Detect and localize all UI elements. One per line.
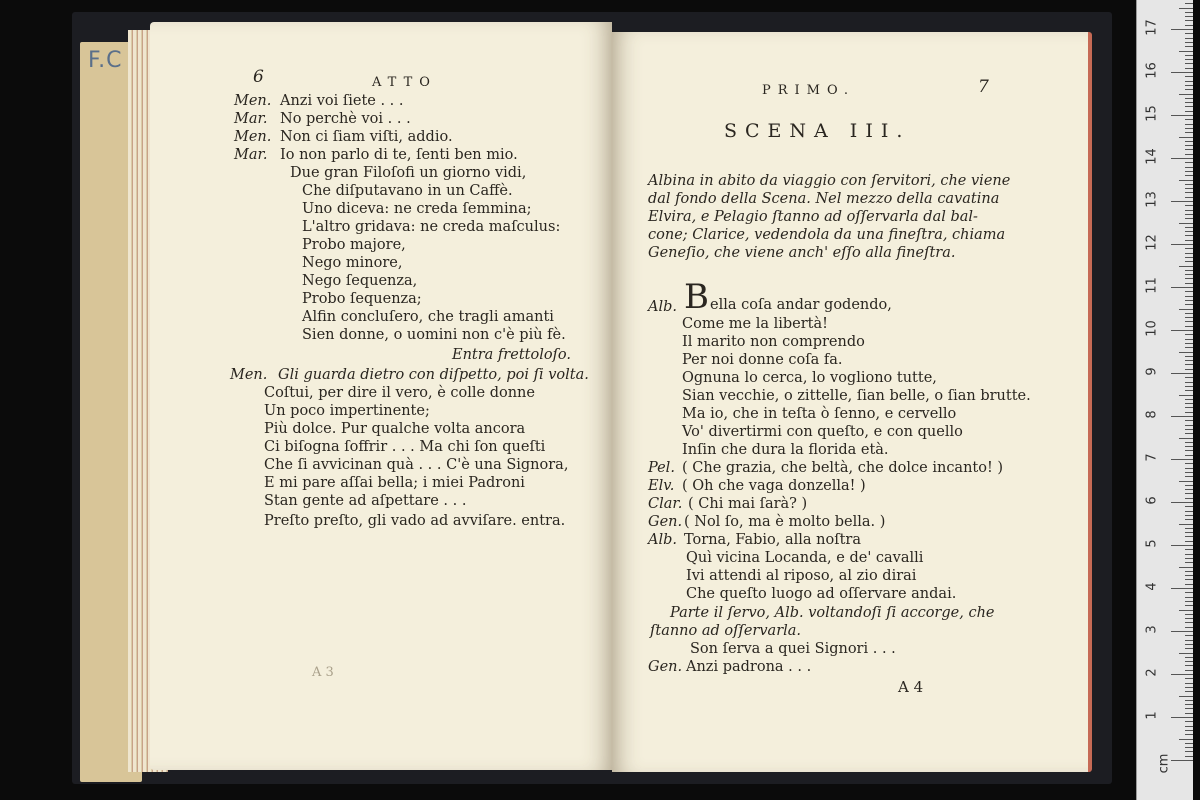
verse-line: Anzi padrona . . . — [686, 659, 812, 675]
ruler-minor-tick — [1185, 162, 1193, 163]
stage-direction: Elvira, e Pelagio ſtanno ad oſſervarla dal bal- — [648, 209, 978, 225]
ruler-tick — [1171, 588, 1193, 589]
ruler-minor-tick — [1179, 653, 1193, 654]
ruler-minor-tick — [1185, 240, 1193, 241]
ruler-minor-tick — [1185, 407, 1193, 408]
verse-line: Nego ſequenza, — [302, 273, 418, 289]
ruler-minor-tick — [1179, 696, 1193, 697]
ruler-minor-tick — [1185, 485, 1193, 486]
ruler-label: 8 — [1144, 410, 1160, 419]
ruler-minor-tick — [1185, 167, 1193, 168]
ruler-minor-tick — [1185, 412, 1193, 413]
ruler-minor-tick — [1185, 579, 1193, 580]
verse-line: Come me la libertà! — [682, 316, 828, 332]
ruler-minor-tick — [1185, 42, 1193, 43]
ruler-minor-tick — [1185, 360, 1193, 361]
ruler-minor-tick — [1185, 425, 1193, 426]
speaker: Pel. — [648, 460, 675, 476]
ruler-minor-tick — [1185, 218, 1193, 219]
ruler-minor-tick — [1185, 20, 1193, 21]
verse-line: Non ci ſiam viſti, addio. — [280, 129, 453, 145]
speaker: Elv. — [648, 478, 675, 494]
ruler-minor-tick — [1185, 511, 1193, 512]
verse-line: Quì vicina Locanda, e de' cavalli — [686, 550, 924, 566]
verse-line: ( Nol ſo, ma è molto bella. ) — [684, 514, 886, 530]
ruler-tick — [1171, 502, 1193, 503]
ruler-minor-tick — [1185, 270, 1193, 271]
ruler-tick — [1171, 201, 1193, 202]
ruler-minor-tick — [1179, 352, 1193, 353]
ruler-minor-tick — [1185, 670, 1193, 671]
ruler-minor-tick — [1185, 291, 1193, 292]
ruler-minor-tick — [1185, 704, 1193, 705]
ruler-label: 1 — [1144, 711, 1160, 720]
ruler-minor-tick — [1185, 575, 1193, 576]
ruler-minor-tick — [1185, 248, 1193, 249]
ruler-minor-tick — [1185, 468, 1193, 469]
ruler-minor-tick — [1185, 205, 1193, 206]
ruler-minor-tick — [1185, 278, 1193, 279]
ruler-minor-tick — [1179, 481, 1193, 482]
ruler-minor-tick — [1185, 756, 1193, 757]
ruler-minor-tick — [1185, 300, 1193, 301]
ruler-minor-tick — [1185, 558, 1193, 559]
ruler-minor-tick — [1185, 515, 1193, 516]
ruler-label: 9 — [1144, 367, 1160, 376]
stage-direction: dal fondo della Scena. Nel mezzo della cavatina — [648, 191, 1000, 207]
ruler-minor-tick — [1185, 665, 1193, 666]
left-page-number: 6 — [253, 67, 264, 87]
measuring-ruler — [1136, 0, 1193, 800]
verse-line: Sien donne, o uomini non c'è più fè. — [302, 327, 566, 343]
ruler-minor-tick — [1185, 304, 1193, 305]
verse-line: Che diſputavano in un Caffè. — [302, 183, 513, 199]
ruler-minor-tick — [1179, 8, 1193, 9]
right-page — [612, 32, 1092, 772]
ruler-minor-tick — [1185, 648, 1193, 649]
ruler-minor-tick — [1185, 377, 1193, 378]
ruler-minor-tick — [1179, 309, 1193, 310]
ruler-minor-tick — [1185, 493, 1193, 494]
ruler-minor-tick — [1185, 175, 1193, 176]
ruler-minor-tick — [1185, 687, 1193, 688]
verse-line: Alfin concluſero, che tragli amanti — [302, 309, 554, 325]
verse-line: Ognuna lo cerca, lo vogliono tutte, — [682, 370, 937, 386]
verse-line: Probo ſequenza; — [302, 291, 422, 307]
ruler-minor-tick — [1185, 369, 1193, 370]
right-page-number: 7 — [978, 77, 989, 97]
ruler-minor-tick — [1185, 661, 1193, 662]
ruler-minor-tick — [1185, 713, 1193, 714]
ruler-minor-tick — [1185, 227, 1193, 228]
ruler-minor-tick — [1179, 739, 1193, 740]
ruler-minor-tick — [1185, 734, 1193, 735]
ruler-minor-tick — [1185, 356, 1193, 357]
ruler-minor-tick — [1185, 472, 1193, 473]
verse-line: Due gran Filoſofi un giorno vidi, — [290, 165, 527, 181]
ruler-tick — [1171, 72, 1193, 73]
speaker: Gen. — [648, 659, 683, 675]
stage-direction: ſtanno ad oſſervarla. — [650, 623, 802, 639]
ruler-minor-tick — [1185, 450, 1193, 451]
ruler-minor-tick — [1185, 592, 1193, 593]
ruler-minor-tick — [1185, 132, 1193, 133]
ruler-minor-tick — [1185, 403, 1193, 404]
ruler-minor-tick — [1185, 63, 1193, 64]
ruler-label: 16 — [1144, 62, 1160, 79]
ruler-minor-tick — [1185, 347, 1193, 348]
ruler-tick — [1171, 29, 1193, 30]
ruler-minor-tick — [1185, 390, 1193, 391]
ruler-minor-tick — [1179, 524, 1193, 525]
ruler-minor-tick — [1185, 253, 1193, 254]
verse-line: Il marito non comprendo — [682, 334, 865, 350]
ruler-minor-tick — [1185, 751, 1193, 752]
ruler-minor-tick — [1185, 730, 1193, 731]
verse-line: ( Oh che vaga donzella! ) — [682, 478, 866, 494]
ruler-minor-tick — [1185, 81, 1193, 82]
ruler-minor-tick — [1185, 657, 1193, 658]
ruler-minor-tick — [1185, 489, 1193, 490]
ruler-minor-tick — [1185, 317, 1193, 318]
ruler-minor-tick — [1185, 683, 1193, 684]
ruler-minor-tick — [1185, 171, 1193, 172]
verse-line: Ci biſogna ſoffrir . . . Ma chi ſon queſti — [264, 439, 546, 455]
ruler-minor-tick — [1185, 463, 1193, 464]
speaker: Men. — [234, 129, 272, 145]
ruler-minor-tick — [1185, 76, 1193, 77]
ruler-minor-tick — [1185, 59, 1193, 60]
ruler-minor-tick — [1185, 313, 1193, 314]
ruler-minor-tick — [1185, 605, 1193, 606]
ruler-minor-tick — [1185, 25, 1193, 26]
ruler-tick — [1171, 244, 1193, 245]
verse-line: Nego minore, — [302, 255, 403, 271]
speaker: Clar. — [648, 496, 683, 512]
ruler-tick — [1171, 760, 1193, 761]
ruler-minor-tick — [1185, 274, 1193, 275]
ruler-minor-tick — [1185, 743, 1193, 744]
ruler-minor-tick — [1179, 137, 1193, 138]
ruler-minor-tick — [1185, 614, 1193, 615]
left-footer-signature: A 3 — [312, 665, 334, 680]
stage-direction: Geneſio, che viene anch' eſſo alla fineſtra. — [648, 245, 956, 261]
stage-direction: Albina in abito da viaggio con ſervitori, che viene — [648, 173, 1011, 189]
verse-line: Ivi attendi al riposo, al zio dirai — [686, 568, 917, 584]
ruler-tick — [1171, 545, 1193, 546]
ruler-minor-tick — [1185, 192, 1193, 193]
ruler-minor-tick — [1185, 571, 1193, 572]
verse-line: Più dolce. Pur qualche volta ancora — [264, 421, 526, 437]
ruler-label: 11 — [1144, 277, 1160, 294]
ruler-label: 5 — [1144, 539, 1160, 548]
ruler-minor-tick — [1185, 214, 1193, 215]
verse-line: Probo majore, — [302, 237, 406, 253]
ruler-minor-tick — [1185, 106, 1193, 107]
ruler-minor-tick — [1185, 597, 1193, 598]
speaker: Gen. — [648, 514, 683, 530]
ruler-minor-tick — [1179, 51, 1193, 52]
ruler-minor-tick — [1185, 98, 1193, 99]
ruler-minor-tick — [1185, 700, 1193, 701]
ruler-label: 15 — [1144, 105, 1160, 122]
ruler-minor-tick — [1185, 601, 1193, 602]
ruler-minor-tick — [1185, 55, 1193, 56]
ruler-minor-tick — [1185, 726, 1193, 727]
ruler-minor-tick — [1185, 128, 1193, 129]
speaker: Alb. — [648, 532, 677, 548]
verse-line: Uno diceva: ne creda ſemmina; — [302, 201, 532, 217]
ruler-tick — [1171, 416, 1193, 417]
ruler-minor-tick — [1185, 145, 1193, 146]
ruler-minor-tick — [1185, 420, 1193, 421]
ruler-minor-tick — [1185, 536, 1193, 537]
ruler-minor-tick — [1179, 223, 1193, 224]
ruler-minor-tick — [1185, 326, 1193, 327]
verse-line: Anzi voi ſiete . . . — [280, 93, 404, 109]
ruler-tick — [1171, 674, 1193, 675]
ruler-label: 14 — [1144, 148, 1160, 165]
verse-line: ( Che grazia, che beltà, che dolce incanto! ) — [682, 460, 1004, 476]
right-running-head: PRIMO. — [762, 83, 856, 98]
ruler-label: 13 — [1144, 191, 1160, 208]
ruler-tick — [1171, 158, 1193, 159]
ruler-minor-tick — [1185, 506, 1193, 507]
verse-line: E mi pare aſſai bella; i miei Padroni — [264, 475, 525, 491]
ruler-minor-tick — [1179, 180, 1193, 181]
ruler-tick — [1171, 287, 1193, 288]
ruler-minor-tick — [1185, 678, 1193, 679]
ruler-minor-tick — [1185, 3, 1193, 4]
ruler-minor-tick — [1185, 627, 1193, 628]
ruler-minor-tick — [1185, 188, 1193, 189]
ruler-minor-tick — [1185, 618, 1193, 619]
ruler-minor-tick — [1185, 16, 1193, 17]
ruler-minor-tick — [1185, 33, 1193, 34]
ruler-minor-tick — [1185, 149, 1193, 150]
ruler-minor-tick — [1185, 635, 1193, 636]
stage-direction: cone; Clarice, vedendola da una fineſtra, chiama — [648, 227, 1006, 243]
ruler-minor-tick — [1185, 562, 1193, 563]
ruler-minor-tick — [1185, 364, 1193, 365]
ruler-minor-tick — [1185, 119, 1193, 120]
verse-line: Che ſi avvicinan quà . . . C'è una Signora, — [264, 457, 569, 473]
stage-direction: Gli guarda dietro con diſpetto, poi ſi volta. — [278, 367, 589, 383]
ruler-unit: cm — [1156, 753, 1172, 774]
ruler-tick — [1171, 330, 1193, 331]
ruler-minor-tick — [1185, 532, 1193, 533]
ruler-minor-tick — [1179, 567, 1193, 568]
ruler-label: 2 — [1144, 668, 1160, 677]
ruler-minor-tick — [1185, 382, 1193, 383]
speaker: Alb. — [648, 299, 677, 315]
ruler-tick — [1171, 459, 1193, 460]
ruler-minor-tick — [1185, 257, 1193, 258]
ruler-minor-tick — [1185, 442, 1193, 443]
ruler-minor-tick — [1185, 386, 1193, 387]
verse-line: Torna, Fabio, alla noſtra — [684, 532, 862, 548]
ruler-label: 3 — [1144, 625, 1160, 634]
ruler-minor-tick — [1185, 446, 1193, 447]
ruler-minor-tick — [1185, 102, 1193, 103]
speaker: Mar. — [234, 147, 268, 163]
ruler-minor-tick — [1185, 433, 1193, 434]
ruler-minor-tick — [1179, 94, 1193, 95]
verse-line: Son ſerva a quei Signori . . . — [690, 641, 896, 657]
ruler-minor-tick — [1185, 708, 1193, 709]
speaker: Mar. — [234, 111, 268, 127]
ruler-minor-tick — [1185, 584, 1193, 585]
ruler-minor-tick — [1185, 691, 1193, 692]
ruler-minor-tick — [1185, 46, 1193, 47]
ruler-tick — [1171, 115, 1193, 116]
right-footer-signature: A 4 — [898, 678, 924, 696]
ruler-minor-tick — [1185, 12, 1193, 13]
verse-line: Ma io, che in teſta ò ſenno, e cervello — [682, 406, 957, 422]
verse-line: Preſto preſto, gli vado ad avviſare. entra. — [264, 513, 566, 529]
ruler-minor-tick — [1179, 438, 1193, 439]
ruler-minor-tick — [1185, 455, 1193, 456]
speaker: Men. — [234, 93, 272, 109]
ruler-minor-tick — [1185, 38, 1193, 39]
ruler-minor-tick — [1185, 519, 1193, 520]
ruler-minor-tick — [1185, 622, 1193, 623]
verse-line: Vo' divertirmi con queſto, e con quello — [682, 424, 963, 440]
verse-line: L'altro gridava: ne creda maſculus: — [302, 219, 561, 235]
ruler-label: 4 — [1144, 582, 1160, 591]
ruler-minor-tick — [1185, 640, 1193, 641]
ruler-minor-tick — [1185, 231, 1193, 232]
ruler-minor-tick — [1185, 197, 1193, 198]
ruler-label: 17 — [1144, 19, 1160, 36]
verse-line: Io non parlo di te, ſenti ben mio. — [280, 147, 518, 163]
verse-line: Stan gente ad aſpettare . . . — [264, 493, 467, 509]
ruler-minor-tick — [1185, 399, 1193, 400]
stage-direction: Entra frettoloſo. — [452, 347, 572, 363]
verse-line: Un poco impertinente; — [264, 403, 430, 419]
left-running-head: ATTO — [372, 75, 437, 90]
verse-line: Coſtui, per dire il vero, è colle donne — [264, 385, 535, 401]
ruler-minor-tick — [1179, 266, 1193, 267]
ruler-minor-tick — [1185, 283, 1193, 284]
ruler-label: 10 — [1144, 320, 1160, 337]
ruler-minor-tick — [1185, 111, 1193, 112]
ruler-minor-tick — [1185, 321, 1193, 322]
ruler-minor-tick — [1185, 210, 1193, 211]
ruler-minor-tick — [1185, 296, 1193, 297]
ruler-minor-tick — [1185, 554, 1193, 555]
ruler-minor-tick — [1185, 429, 1193, 430]
stage-direction: Parte il ſervo, Alb. voltandoſi ſi accorge, che — [670, 605, 995, 621]
ruler-minor-tick — [1185, 141, 1193, 142]
ruler-minor-tick — [1185, 334, 1193, 335]
ruler-minor-tick — [1185, 644, 1193, 645]
ruler-minor-tick — [1185, 339, 1193, 340]
ruler-minor-tick — [1179, 610, 1193, 611]
ruler-tick — [1171, 631, 1193, 632]
ruler-minor-tick — [1185, 235, 1193, 236]
ruler-minor-tick — [1179, 395, 1193, 396]
speaker: Men. — [230, 367, 268, 383]
ruler-tick — [1171, 717, 1193, 718]
ruler-minor-tick — [1185, 498, 1193, 499]
scene-title: SCENA III. — [724, 120, 911, 142]
verse-line: Che queſto luogo ad oſſervare andai. — [686, 586, 957, 602]
tab-label: F.C — [88, 48, 123, 73]
verse-line: ( Chi mai ſarà? ) — [688, 496, 808, 512]
ruler-minor-tick — [1185, 89, 1193, 90]
ruler-label: 6 — [1144, 496, 1160, 505]
ruler-minor-tick — [1185, 85, 1193, 86]
ruler-minor-tick — [1185, 549, 1193, 550]
verse-line: No perchè voi . . . — [280, 111, 411, 127]
ruler-minor-tick — [1185, 124, 1193, 125]
dropcap: B — [684, 277, 709, 317]
ruler-minor-tick — [1185, 528, 1193, 529]
ruler-minor-tick — [1185, 747, 1193, 748]
ruler-minor-tick — [1185, 68, 1193, 69]
ruler-label: 7 — [1144, 453, 1160, 462]
verse-line: Per noi donne coſa fa. — [682, 352, 843, 368]
left-page — [150, 22, 612, 770]
verse-line: Sian vecchie, o zittelle, ſian belle, o ſian brutte. — [682, 388, 1031, 404]
verse-line: ella coſa andar godendo, — [710, 297, 892, 313]
ruler-minor-tick — [1185, 184, 1193, 185]
ruler-minor-tick — [1185, 541, 1193, 542]
ruler-minor-tick — [1185, 343, 1193, 344]
verse-line: Inſin che dura la florida età. — [682, 442, 889, 458]
ruler-minor-tick — [1185, 721, 1193, 722]
ruler-minor-tick — [1185, 261, 1193, 262]
ruler-minor-tick — [1185, 154, 1193, 155]
ruler-label: 12 — [1144, 234, 1160, 251]
ruler-minor-tick — [1185, 476, 1193, 477]
ruler-tick — [1171, 373, 1193, 374]
